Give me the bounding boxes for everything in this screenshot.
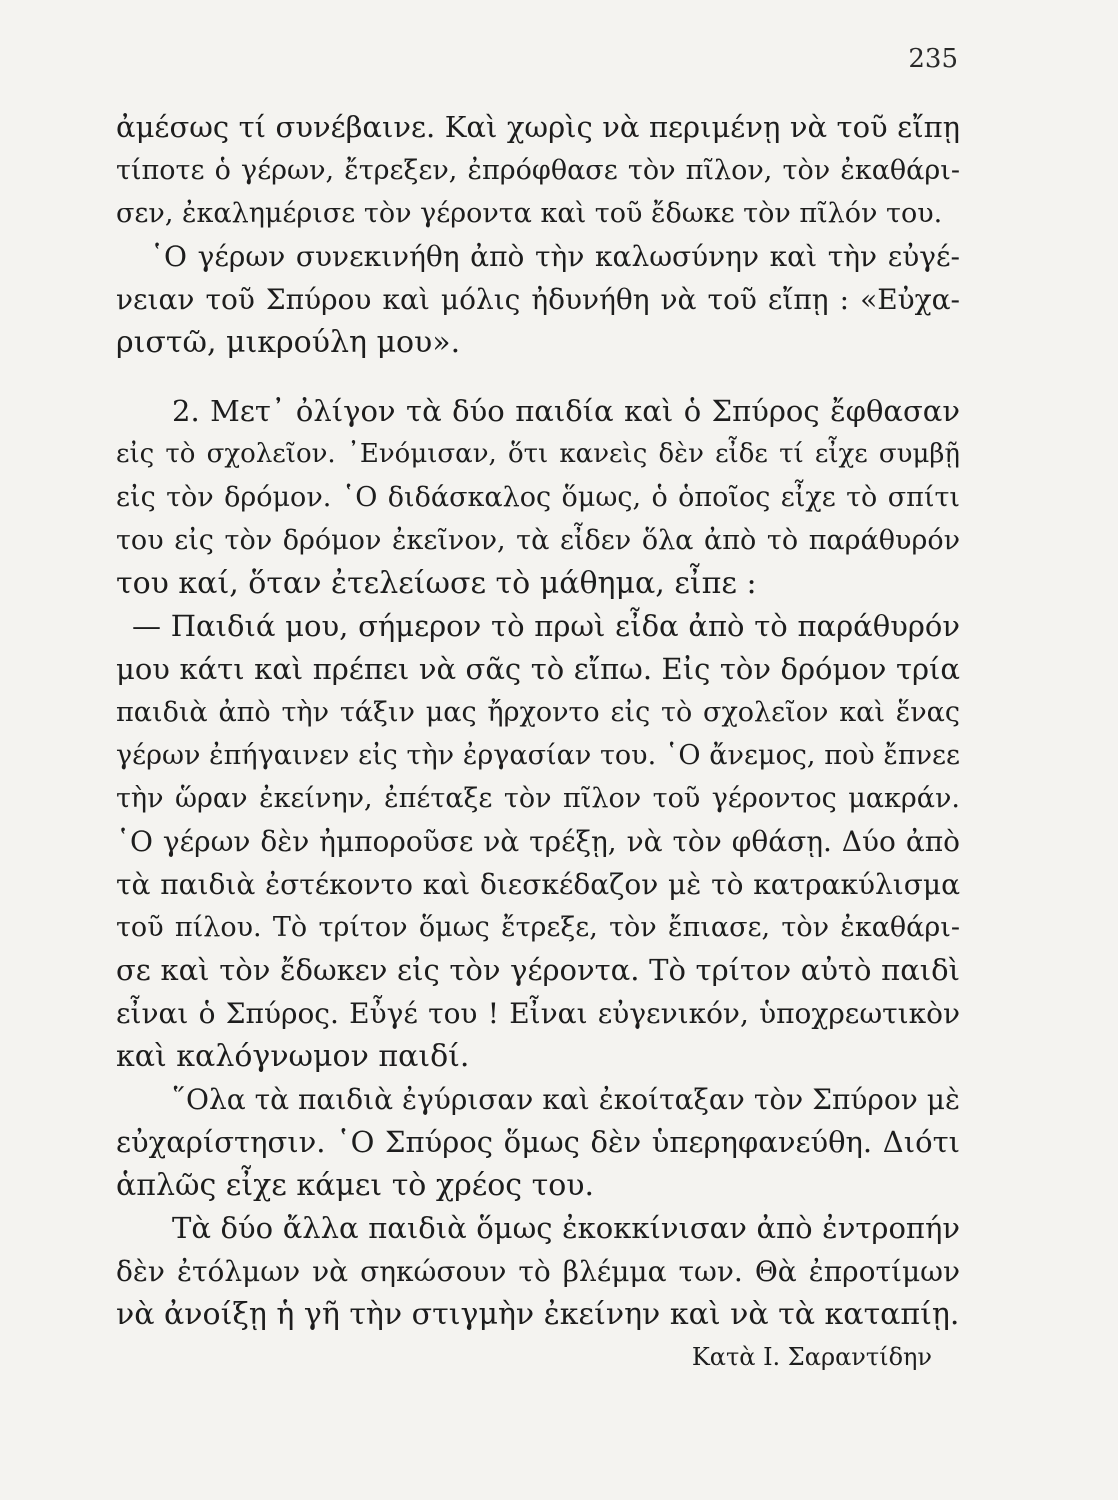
text-line: τίποτε ὁ γέρων, ἔτρεξεν, ἐπρόφθασε τὸν πῖλον, τὸν ἐκαθάρι-	[116, 155, 960, 186]
text-line: τοῦ πίλου. Τὸ τρίτον ὅμως ἔτρεξε, τὸν ἔπιασε, τὸν ἐκαθάρι-	[116, 912, 960, 943]
section-gap	[116, 364, 960, 390]
text-line: μου κάτι καὶ πρέπει νὰ σᾶς τὸ εἴπω. Εἰς τὸν δρόμον τρία	[116, 652, 960, 686]
paragraph-1	[116, 106, 960, 235]
text-line: τὰ παιδιὰ ἐστέκοντο καὶ διεσκέδαζον μὲ τὸ κατρακύλισμα	[116, 868, 960, 901]
text-line: τὴν ὥραν ἐκείνην, ἐπέταξε τὸν πῖλον τοῦ γέροντος μακράν.	[116, 783, 960, 814]
text-line: ἁπλῶς εἶχε κάμει τὸ χρέος του.	[116, 1168, 595, 1203]
text-line: παιδιὰ ἀπὸ τὴν τάξιν μας ἤρχοντο εἰς τὸ σχολεῖον καὶ ἕνας	[116, 697, 960, 728]
text-line: γέρων ἐπήγαινεν εἰς τὴν ἐργασίαν του. ῾Ο ἄνεμος, ποὺ ἔπνεε	[116, 740, 960, 771]
text-line: Τὰ δύο ἄλλα παιδιὰ ὅμως ἐκοκκίνισαν ἀπὸ ἐντροπήν	[172, 1211, 960, 1245]
text-line: νειαν τοῦ Σπύρου καὶ μόλις ἠδυνήθη νὰ τοῦ εἴπῃ : «Εὐχα-	[116, 283, 960, 316]
text-line: εἰς τὸν δρόμον. ῾Ο διδάσκαλος ὅμως, ὁ ὁποῖος εἶχε τὸ σπίτι	[116, 482, 960, 513]
paragraph-6	[116, 1207, 960, 1336]
text-line: ἀμέσως τί συνέβαινε. Καὶ χωρὶς νὰ περιμένῃ νὰ τοῦ εἴπῃ	[116, 110, 960, 144]
text-line: — Παιδιά μου, σήμερον τὸ πρωὶ εἶδα ἀπὸ τὸ παράθυρόν	[132, 609, 960, 643]
text-line: νὰ ἀνοίξῃ ἡ γῆ τὴν στιγμὴν ἐκείνην καὶ νὰ τὰ καταπίῃ.	[116, 1297, 960, 1332]
text-line: ῾Ο γέρων συνεκινήθη ἀπὸ τὴν καλωσύνην καὶ τὴν εὐγέ-	[150, 240, 960, 273]
text-line: 2. Μετ᾿ ὀλίγον τὰ δύο παιδία καὶ ὁ Σπύρος ἔφθασαν	[172, 394, 960, 428]
text-line: σεν, ἐκαλημέρισε τὸν γέροντα καὶ τοῦ ἔδωκε τὸν πῖλόν του.	[116, 198, 943, 229]
author-attribution: Κατὰ Ι. Σαραντίδην	[691, 1343, 932, 1371]
text-line: του εἰς τὸν δρόμον ἐκεῖνον, τὰ εἶδεν ὅλα ἀπὸ τὸ παράθυρόν	[116, 525, 960, 556]
paragraph-4	[116, 605, 960, 1078]
paragraph-5	[116, 1078, 960, 1207]
text-line: εὐχαρίστησιν. ῾Ο Σπύρος ὅμως δὲν ὑπερηφανεύθη. Διότι	[116, 1125, 960, 1159]
paragraph-2	[116, 235, 960, 364]
text-line: ριστῶ, μικρούλη μου».	[116, 325, 461, 360]
paragraph-3	[116, 390, 960, 605]
text-line: εἰς τὸ σχολεῖον. ᾿Ενόμισαν, ὅτι κανεὶς δὲν εἶδε τί εἶχε συμβῇ	[116, 439, 960, 469]
body-text	[116, 106, 960, 1379]
text-line: σε καὶ τὸν ἔδωκεν εἰς τὸν γέροντα. Τὸ τρίτον αὐτὸ παιδὶ	[116, 953, 960, 987]
text-line: ῞Ολα τὰ παιδιὰ ἐγύρισαν καὶ ἐκοίταξαν τὸν Σπύρον μὲ	[172, 1083, 960, 1116]
text-line: εἶναι ὁ Σπύρος. Εὖγέ του ! Εἶναι εὐγενικόν, ὑποχρεωτικὸν	[116, 997, 960, 1030]
text-line: ῾Ο γέρων δὲν ἠμποροῦσε νὰ τρέξῃ, νὰ τὸν φθάσῃ. Δύο ἀπὸ	[116, 825, 960, 858]
text-line: του καί, ὅταν ἐτελείωσε τὸ μάθημα, εἶπε :	[116, 566, 757, 601]
page-number: 235	[908, 44, 958, 74]
text-line: καὶ καλόγνωμον παιδί.	[116, 1039, 470, 1074]
text-line: δὲν ἐτόλμων νὰ σηκώσουν τὸ βλέμμα των. Θὰ ἐπροτίμων	[116, 1255, 960, 1288]
